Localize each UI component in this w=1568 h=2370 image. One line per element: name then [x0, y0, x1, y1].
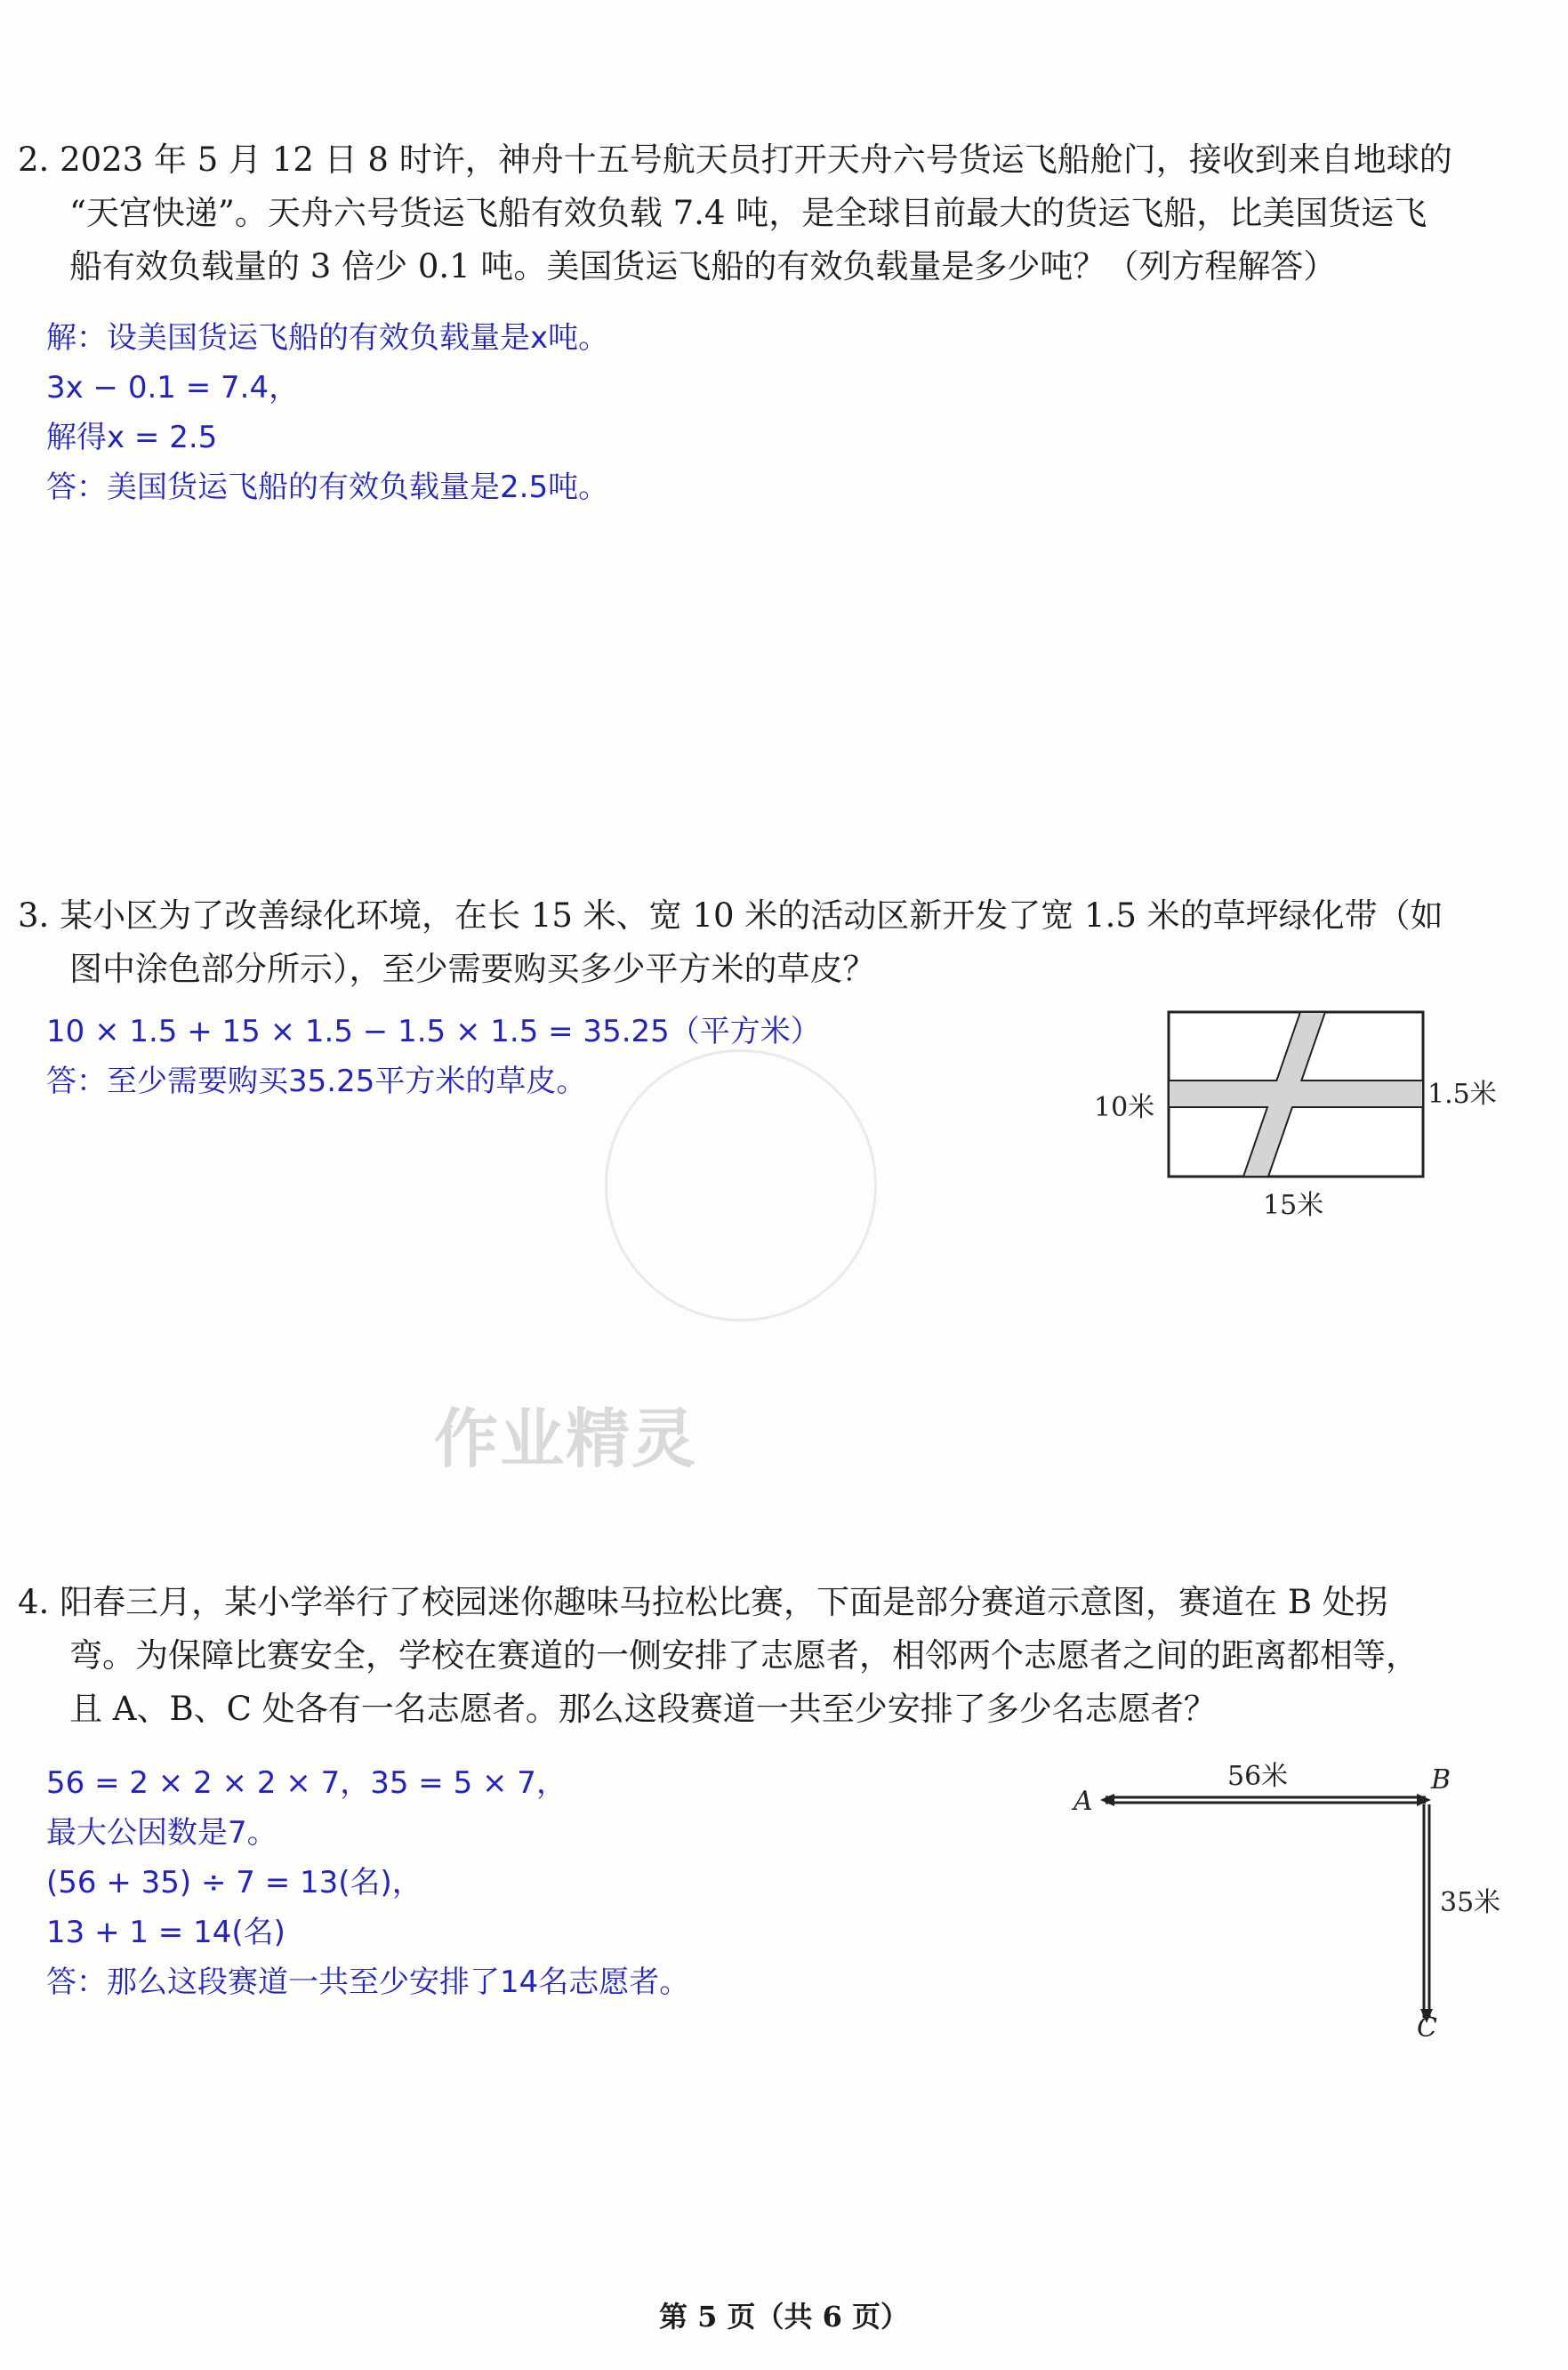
answer-2-line-4: 答：美国货运飞船的有效负载量是2.5吨。	[46, 470, 609, 505]
track-figure	[1063, 1756, 1525, 2050]
question-4	[18, 1576, 1419, 1736]
question-4-line-3: 且 A、B、C 处各有一名志愿者。那么这段赛道一共至少安排了多少名志愿者？	[69, 1690, 1217, 1728]
answer-4-line-2: 最大公因数是7。	[46, 1815, 277, 1851]
answer-3-line-2: 答：至少需要购买35.25平方米的草皮。	[46, 1064, 587, 1099]
green-belt-figure	[1085, 1000, 1548, 1232]
question-3-line-2: 图中涂色部分所示），至少需要购买多少平方米的草皮？	[69, 950, 876, 988]
answer-3-line-1: 10 × 1.5 + 15 × 1.5 − 1.5 × 1.5 = 35.25（平方米）	[46, 1014, 821, 1049]
length-label: 15米	[1263, 1190, 1324, 1221]
bc-length-label: 35米	[1440, 1887, 1501, 1918]
arrow-b-icon	[1417, 1794, 1431, 1806]
watermark-seal	[605, 1049, 877, 1322]
answer-2-line-2: 3x − 0.1 = 7.4，	[46, 370, 300, 406]
watermark-text: 作业精灵	[434, 1402, 698, 1476]
question-2-line-2: “天宫快递”。天舟六号货运飞船有效负载 7.4 吨，是全球目前最大的货运飞船，比美国货运飞	[69, 194, 1427, 232]
width-label: 10米	[1094, 1092, 1155, 1123]
point-b: B	[1431, 1764, 1451, 1796]
answer-4-line-3: (56 + 35) ÷ 7 = 13(名)，	[46, 1865, 422, 1900]
question-2-line-3: 船有效负载量的 3 倍少 0.1 吨。美国货运飞船的有效负载量是多少吨？（列方程解答）	[69, 247, 1337, 285]
answer-4	[46, 1758, 689, 2007]
question-3	[18, 889, 1443, 996]
strip-label: 1.5米	[1427, 1079, 1497, 1110]
arrow-a-icon	[1100, 1794, 1114, 1806]
question-4-line-2: 弯。为保障比赛安全，学校在赛道的一侧安排了志愿者，相邻两个志愿者之间的距离都相等，	[69, 1636, 1419, 1675]
point-a: A	[1073, 1786, 1093, 1817]
point-c: C	[1417, 2012, 1437, 2044]
question-4-line-1: 4. 阳春三月，某小学举行了校园迷你趣味马拉松比赛，下面是部分赛道示意图，赛道在 B 处拐	[18, 1583, 1388, 1621]
question-2-line-1: 2. 2023 年 5 月 12 日 8 时许，神舟十五号航天员打开天舟六号货运飞船舱门，接收到来自地球的	[18, 141, 1452, 179]
answer-2	[46, 313, 608, 512]
answer-4-line-5: 答：那么这段赛道一共至少安排了14名志愿者。	[46, 1964, 690, 2000]
answer-4-line-4: 13 + 1 = 14(名)	[46, 1915, 285, 1950]
ab-length-label: 56米	[1227, 1761, 1289, 1792]
answer-2-line-1: 解：设美国货运飞船的有效负载量是x吨。	[46, 320, 609, 356]
answer-4-line-1: 56 = 2 × 2 × 2 × 7，35 = 5 × 7，	[46, 1765, 567, 1801]
question-3-line-1: 3. 某小区为了改善绿化环境，在长 15 米、宽 10 米的活动区新开发了宽 1.5 米的草坪绿化带（如	[18, 896, 1443, 935]
page-number: 第 5 页（共 6 页）	[658, 2300, 910, 2334]
answer-2-line-3: 解得x = 2.5	[46, 420, 218, 455]
question-2	[18, 133, 1452, 293]
